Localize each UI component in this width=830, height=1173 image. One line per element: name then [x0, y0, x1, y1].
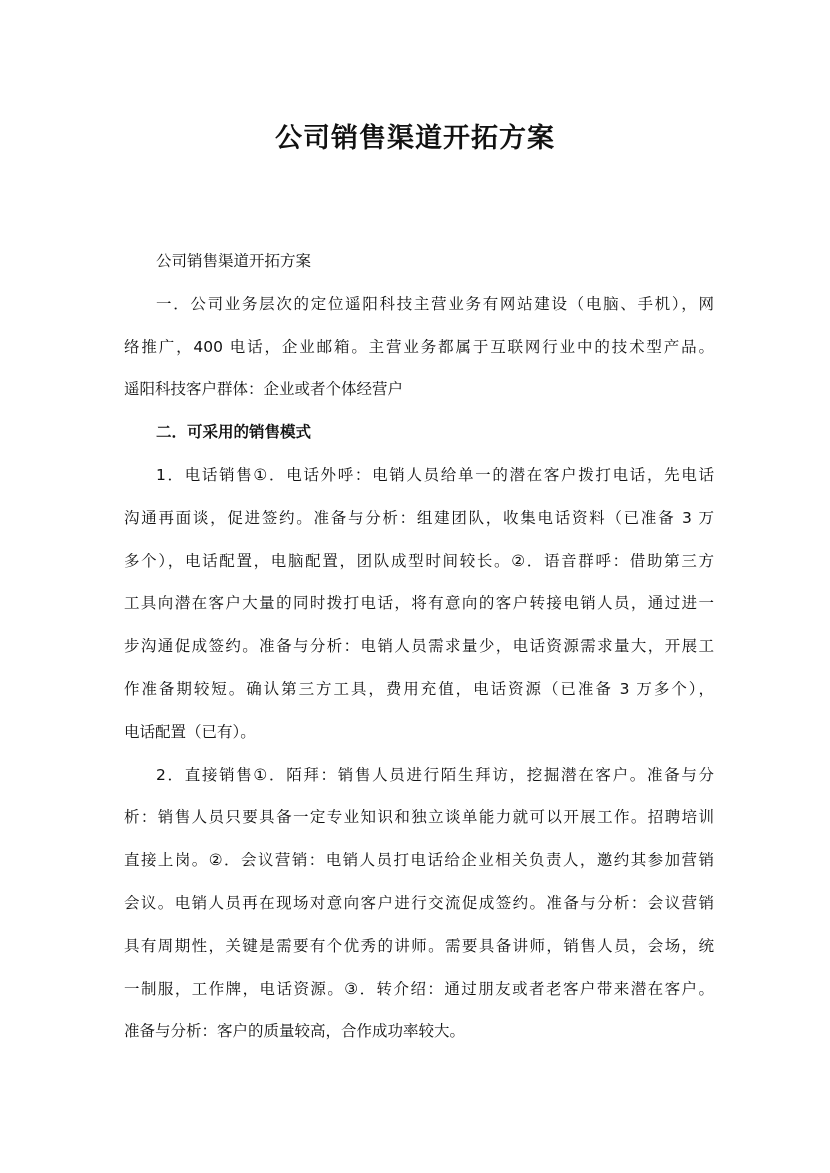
paragraph-direct-sales [124, 754, 714, 1054]
heading-line: 二．可采用的销售模式 [156, 423, 312, 442]
document-title: 公司销售渠道开拓方案 [275, 123, 555, 154]
text-line: 准备与分析：客户的质量较高，合作成功率较大。 [124, 1022, 466, 1041]
text-line: 作准备期较短。确认第三方工具，费用充值，电话资源（已准备 3 万多个）， [124, 679, 714, 698]
paragraph-phone-sales [124, 454, 714, 754]
text-line: 工具向潜在客户大量的同时拨打电话，将有意向的客户转接电销人员，通过进一 [124, 594, 714, 613]
text-line: 络推广，400 电话，企业邮箱。主营业务都属于互联网行业中的技术型产品。 [124, 337, 714, 356]
text-line: 遥阳科技客户群体：企业或者个体经营户 [124, 380, 404, 399]
section-heading [124, 411, 714, 454]
text-line: 2．直接销售①．陌拜：销售人员进行陌生拜访，挖掘潜在客户。准备与分 [156, 765, 714, 784]
text-line: 沟通再面谈，促进签约。准备与分析：组建团队，收集电话资料（已准备 3 万 [124, 508, 714, 527]
text-line: 析：销售人员只要具备一定专业知识和独立谈单能力就可以开展工作。招聘培训 [124, 808, 714, 827]
text-line: 多个），电话配置，电脑配置，团队成型时间较长。②．语音群呼：借助第三方 [124, 551, 714, 570]
paragraph-subtitle [124, 240, 714, 283]
text-line: 一．公司业务层次的定位遥阳科技主营业务有网站建设（电脑、手机），网 [156, 294, 714, 313]
text-line: 电话配置（已有）。 [124, 722, 256, 741]
text-line: 公司销售渠道开拓方案 [156, 252, 312, 270]
paragraph-business-positioning [124, 283, 714, 411]
text-line: 会议。电销人员再在现场对意向客户进行交流促成签约。准备与分析：会议营销 [124, 893, 714, 912]
text-line: 一制服，工作牌，电话资源。③．转介绍：通过朋友或者老客户带来潜在客户。 [124, 979, 714, 998]
document-body [124, 240, 714, 1053]
text-line: 步沟通促成签约。准备与分析：电销人员需求量少，电话资源需求量大，开展工 [124, 637, 714, 656]
text-line: 1．电话销售①．电话外呼：电销人员给单一的潜在客户拨打电话，先电话 [156, 465, 714, 484]
text-line: 直接上岗。②．会议营销：电销人员打电话给企业相关负责人，邀约其参加营销 [124, 851, 714, 870]
text-line: 具有周期性，关键是需要有个优秀的讲师。需要具备讲师，销售人员，会场，统 [124, 936, 714, 955]
